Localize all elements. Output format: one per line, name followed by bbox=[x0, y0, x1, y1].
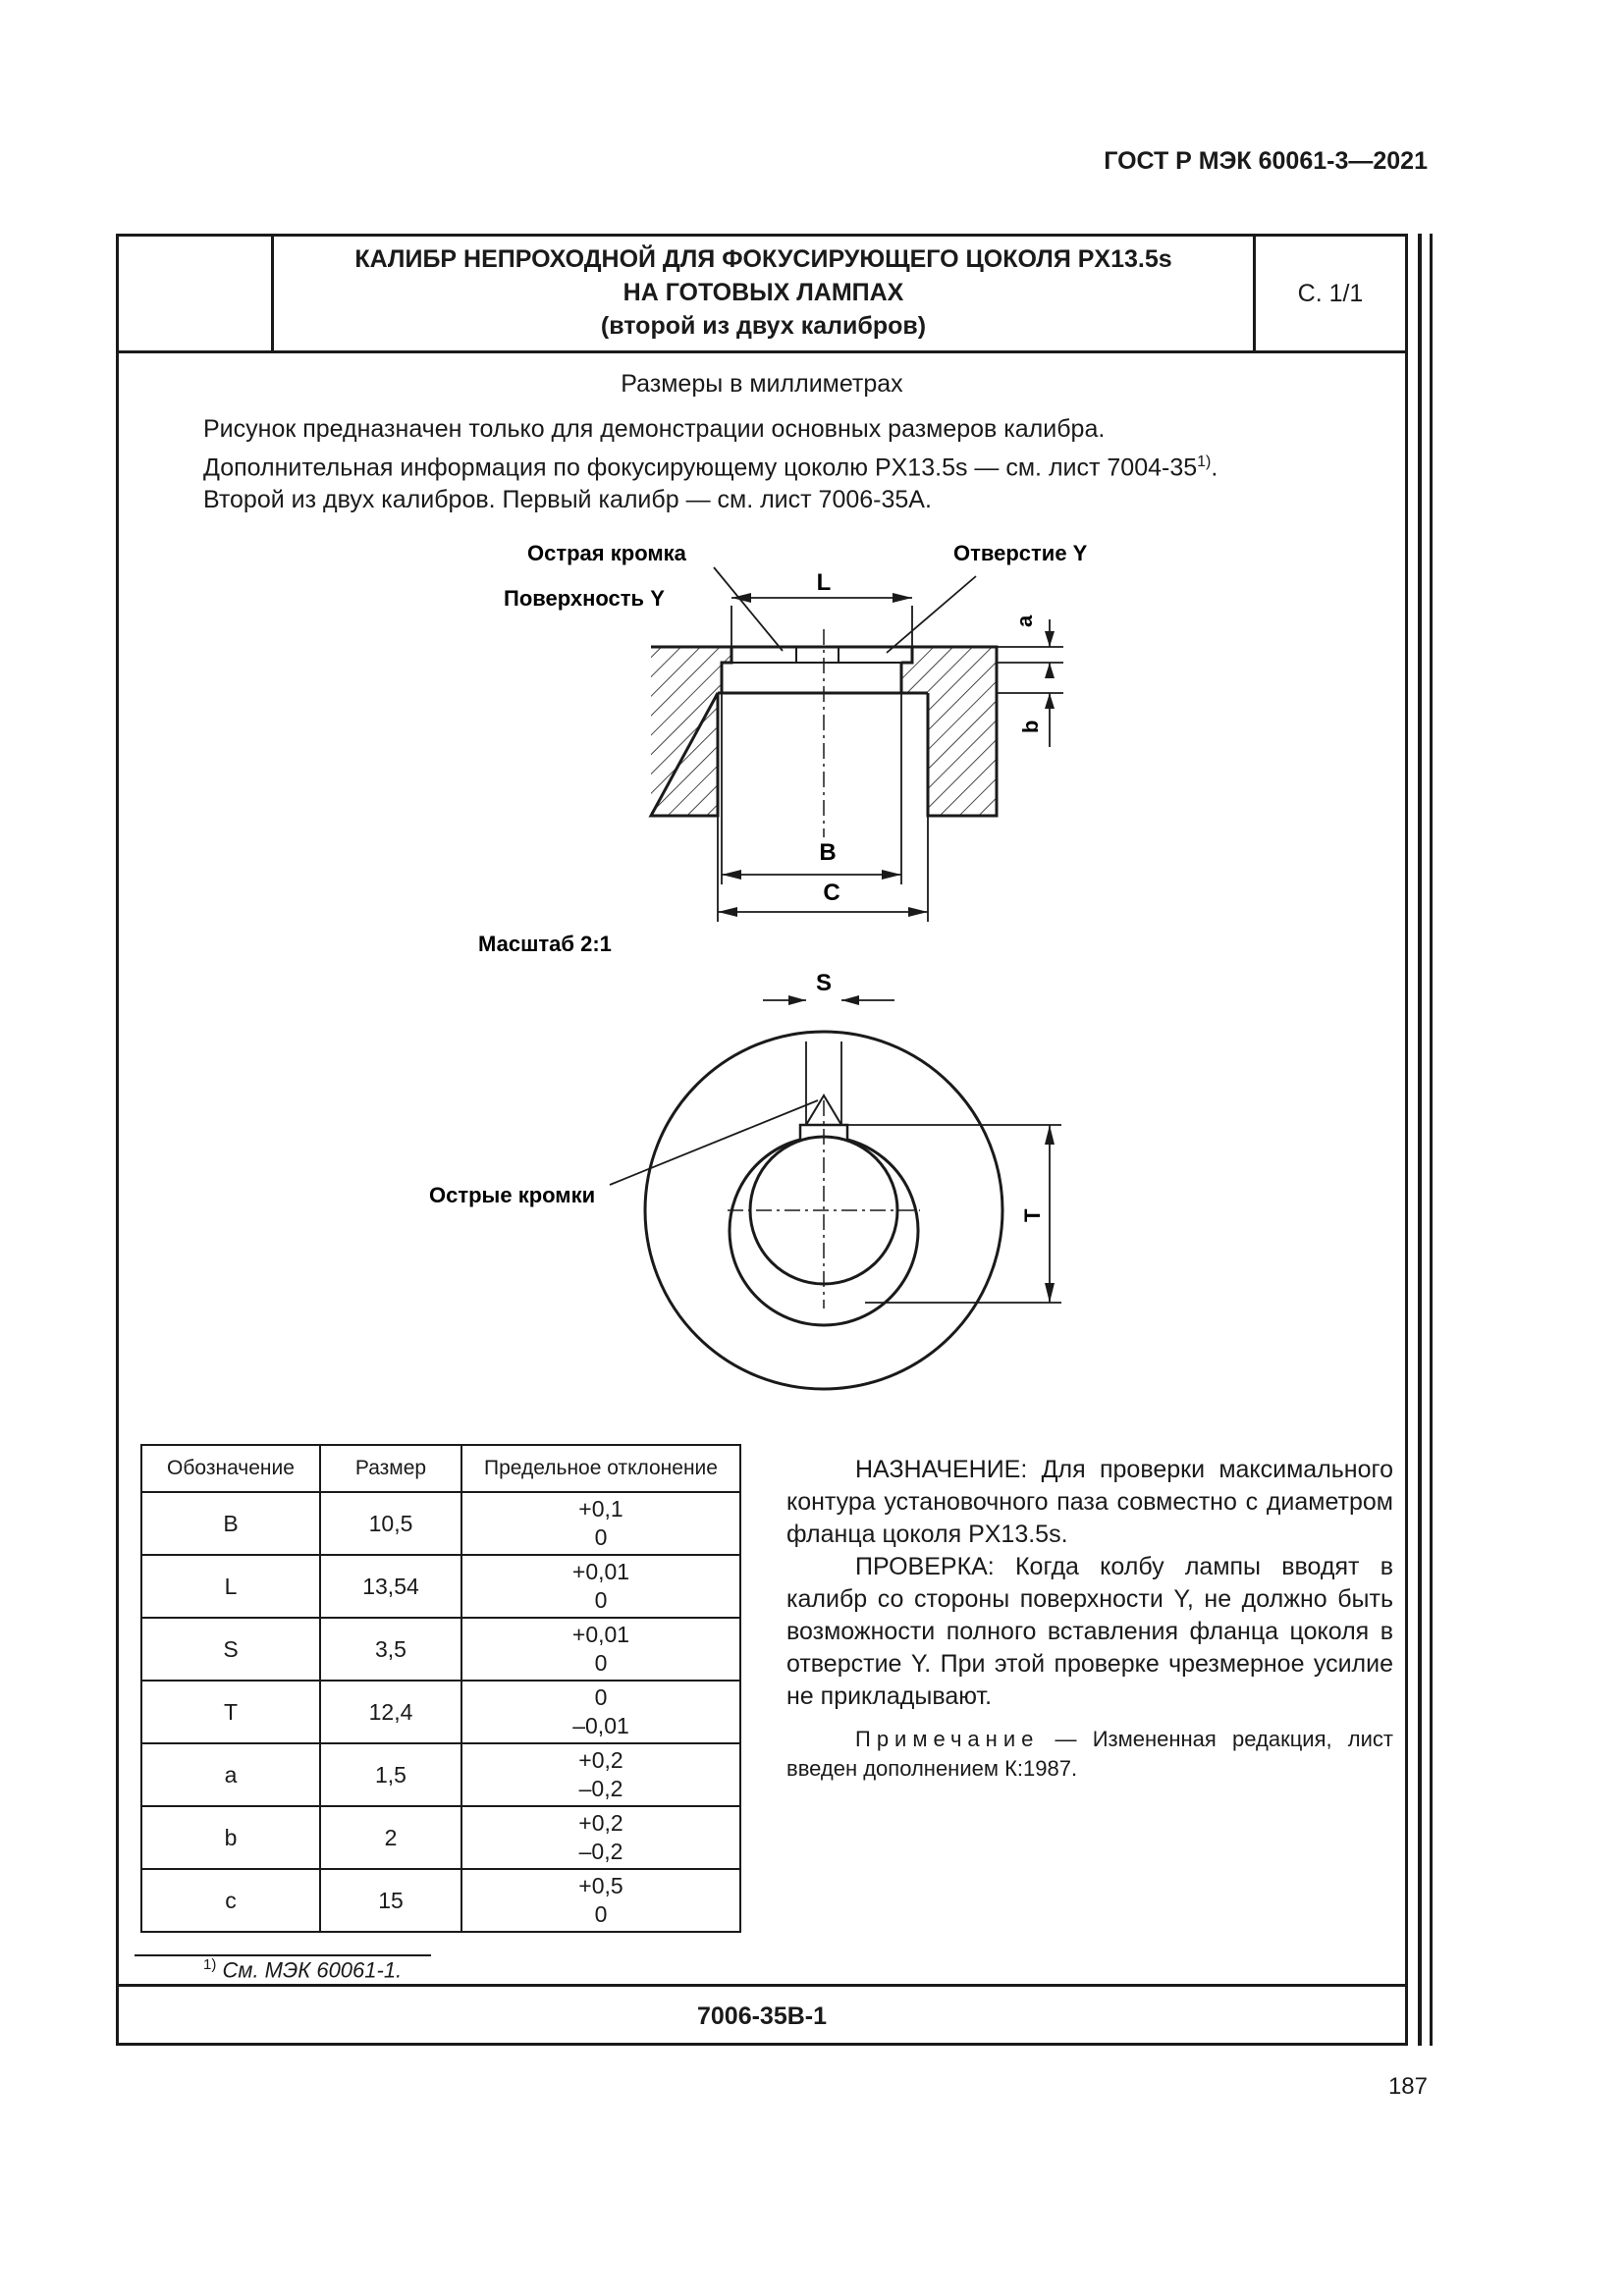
label-sharp-edges: Острые кромки bbox=[429, 1183, 596, 1207]
dimension-L bbox=[731, 593, 912, 647]
table-row bbox=[141, 1492, 740, 1555]
section-view bbox=[651, 629, 997, 837]
header-tolerance: Предельное отклонение bbox=[461, 1445, 740, 1492]
note-paragraph bbox=[786, 1725, 1393, 1784]
cell-tolerance bbox=[461, 1806, 740, 1869]
cell-tolerance bbox=[461, 1743, 740, 1806]
frame-right-line-2 bbox=[1430, 234, 1433, 2046]
dim-label-B: B bbox=[819, 839, 837, 866]
tol-lower: –0,01 bbox=[572, 1713, 629, 1738]
tol-lower: –0,2 bbox=[578, 1776, 623, 1801]
sheet-frame bbox=[116, 234, 1408, 2046]
sheet-code: 7006-35B-1 bbox=[696, 2002, 828, 2030]
check-paragraph: ПРОВЕРКА: Когда колбу лампы вводят в калибр со стороны поверхности Y, не должно быть возможности полного вставления фланца цоколя в отверстие Y. При этой проверке чрезмерное усилие не прикладывают. bbox=[786, 1553, 1393, 1710]
label-sharp-edge: Острая кромка bbox=[527, 541, 686, 565]
tol-lower: 0 bbox=[594, 1524, 608, 1550]
dim-label-a: a bbox=[1012, 614, 1037, 627]
cell-size: 13,54 bbox=[320, 1555, 461, 1618]
cell-size: 2 bbox=[320, 1806, 461, 1869]
label-hole-y: Отверстие Y bbox=[953, 541, 1088, 565]
tol-upper: +0,1 bbox=[578, 1496, 623, 1522]
frame-right-line-1 bbox=[1418, 234, 1422, 2046]
tol-upper: +0,2 bbox=[578, 1810, 623, 1836]
cell-symbol: L bbox=[141, 1555, 320, 1618]
intro-line-1: Рисунок предназначен только для демонстрации основных размеров калибра. bbox=[203, 415, 1106, 443]
leader-sharp-edges bbox=[610, 1100, 818, 1185]
table-row bbox=[141, 1869, 740, 1932]
units-note: Размеры в миллиметрах bbox=[621, 370, 903, 398]
table-row bbox=[141, 1681, 740, 1743]
cell-symbol: T bbox=[141, 1681, 320, 1743]
header-symbol: Обозначение bbox=[141, 1445, 320, 1492]
intro-line-2-text: Дополнительная информация по фокусирующему цоколю PX13.5s — см. лист 7004-35 bbox=[203, 454, 1198, 482]
tol-lower: 0 bbox=[594, 1901, 608, 1927]
label-surface-y: Поверхность Y bbox=[504, 586, 665, 611]
leaders-top bbox=[714, 567, 976, 653]
tol-upper: 0 bbox=[594, 1684, 608, 1710]
tol-upper: +0,5 bbox=[578, 1873, 623, 1898]
cell-size: 3,5 bbox=[320, 1618, 461, 1681]
tol-upper: +0,01 bbox=[571, 1622, 630, 1647]
tol-lower: 0 bbox=[594, 1650, 608, 1676]
intro-line-2-end: . bbox=[1211, 454, 1218, 482]
footnote bbox=[203, 1956, 402, 1983]
title-line-1: КАЛИБР НЕПРОХОДНОЙ ДЛЯ ФОКУСИРУЮЩЕГО ЦОКОЛЯ PX13.5s bbox=[354, 245, 1172, 273]
purpose-block bbox=[786, 1454, 1393, 1784]
section-step bbox=[722, 647, 912, 693]
cell-tolerance bbox=[461, 1618, 740, 1681]
cell-tolerance bbox=[461, 1492, 740, 1555]
cell-symbol: b bbox=[141, 1806, 320, 1869]
table-row bbox=[141, 1806, 740, 1869]
tol-lower: –0,2 bbox=[578, 1839, 623, 1864]
purpose-paragraph: НАЗНАЧЕНИЕ: Для проверки максимального контура установочного паза совместно с диаметром фланца цоколя PX13.5s. bbox=[786, 1456, 1393, 1548]
cell-symbol: B bbox=[141, 1492, 320, 1555]
dim-label-b: b bbox=[1018, 720, 1043, 733]
table-row bbox=[141, 1618, 740, 1681]
cell-size: 1,5 bbox=[320, 1743, 461, 1806]
dim-label-S: S bbox=[815, 970, 833, 996]
title-line-2: НА ГОТОВЫХ ЛАМПАХ bbox=[623, 279, 904, 306]
cell-symbol: c bbox=[141, 1869, 320, 1932]
section-hatch-right bbox=[901, 647, 997, 816]
intro-footnote-ref: 1) bbox=[1197, 454, 1212, 470]
document-code: ГОСТ Р МЭК 60061-3—2021 bbox=[1104, 147, 1428, 175]
section-slot-inner bbox=[796, 647, 839, 663]
sheet-number: С. 1/1 bbox=[1297, 280, 1364, 307]
dim-label-T: T bbox=[1020, 1208, 1045, 1222]
cell-tolerance bbox=[461, 1681, 740, 1743]
dim-label-C: C bbox=[823, 880, 840, 906]
cell-symbol: a bbox=[141, 1743, 320, 1806]
gauge-drawing bbox=[119, 237, 1405, 1415]
tol-upper: +0,2 bbox=[578, 1747, 623, 1773]
cell-size: 10,5 bbox=[320, 1492, 461, 1555]
page-number: 187 bbox=[1387, 2073, 1428, 2100]
section-hatch-left bbox=[651, 647, 731, 816]
dimensions-table bbox=[140, 1444, 741, 1933]
cell-symbol: S bbox=[141, 1618, 320, 1681]
cell-tolerance bbox=[461, 1555, 740, 1618]
table-header-row bbox=[141, 1445, 740, 1492]
dim-label-L: L bbox=[816, 569, 832, 596]
note-label: Примечание bbox=[855, 1727, 1040, 1751]
top-view bbox=[645, 1032, 1002, 1389]
title-line-3: (второй из двух калибров) bbox=[600, 312, 927, 340]
cell-size: 12,4 bbox=[320, 1681, 461, 1743]
intro-line-3: Второй из двух калибров. Первый калибр — см. лист 7006-35A. bbox=[203, 486, 932, 514]
note-text: — Измененная редакция, лист введен дополнением К:1987. bbox=[786, 1727, 1393, 1781]
cell-tolerance bbox=[461, 1869, 740, 1932]
footnote-mark: 1) bbox=[203, 1956, 217, 1973]
tol-upper: +0,01 bbox=[571, 1559, 630, 1584]
table-row bbox=[141, 1555, 740, 1618]
tol-lower: 0 bbox=[594, 1587, 608, 1613]
cell-size: 15 bbox=[320, 1869, 461, 1932]
table-row bbox=[141, 1743, 740, 1806]
footnote-text: См. МЭК 60061-1. bbox=[222, 1957, 403, 1983]
scale-label: Масштаб 2:1 bbox=[478, 932, 612, 956]
header-size: Размер bbox=[320, 1445, 461, 1492]
